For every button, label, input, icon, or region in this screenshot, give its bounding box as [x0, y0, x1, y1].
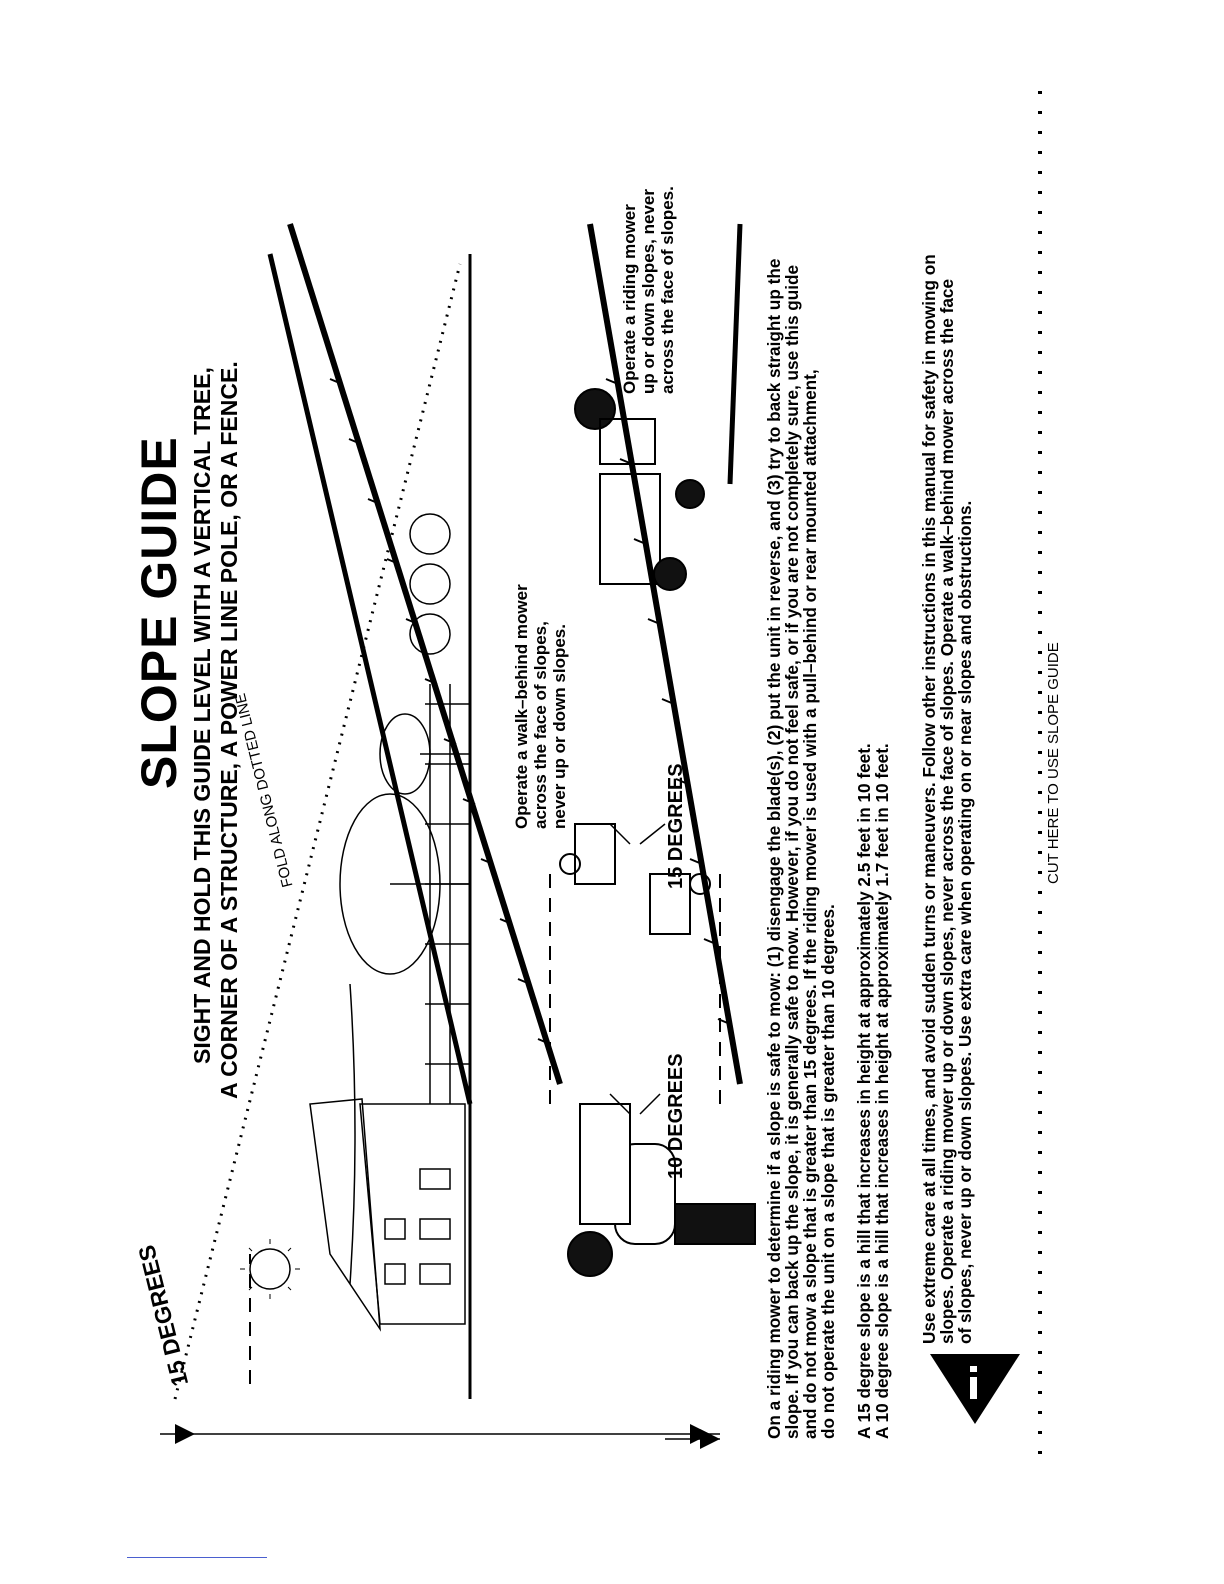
- person-holding-guide-icon: [568, 1104, 755, 1276]
- warning-text: Use extreme care at all times, and avoid sudden turns or maneuvers. Follow other instructions in this manual for safety in mowing on slopes. Operate a riding mower up or down slopes, never across the face of slopes. Operate a walk–behind mower across the face of slopes, never up or down slopes. Use extra care when operating on or near slopes and obstructions.: [919, 254, 975, 1344]
- house-icon: [310, 1099, 465, 1329]
- fence-icon: [425, 684, 470, 1104]
- sun-icon: [250, 1249, 290, 1289]
- walk-behind-caption: Operate a walk–behind mower across the face of slopes, never up or down slopes.: [512, 584, 569, 829]
- subtitle-line-2: A CORNER OF A STRUCTURE, A POWER LINE POLE, OR A FENCE.: [216, 361, 242, 1099]
- slope-definitions: A 15 degree slope is a hill that increases in height at approximately 2.5 feet in 10 feet. A 10 degree slope is a hill that increases in height at approximately 1.7 feet in 10 feet.: [854, 743, 892, 1439]
- fifteen-degree-slope-label: 15 DEGREES: [665, 763, 687, 889]
- ten-degree-label: 10 DEGREES: [665, 1053, 687, 1179]
- safety-paragraph: On a riding mower to determine if a slope is safe to mow: (1) disengage the blade(s), (2) put the unit in reverse, and (3) try to back straight up the slope. If you can back up the slope, it is generally safe to mow. However, if you do not feel safe, or if you are not completely sure, use this guide and do not mow a slope that is greater than 15 degrees. If the riding mower is used with a pull–behind or rear mounted attachment, do not operate the unit on a slope that is greater than 10 degrees.: [764, 258, 838, 1439]
- warning-icon: [930, 1354, 1020, 1424]
- power-line: [350, 984, 355, 1284]
- footer-rule: [127, 1557, 267, 1558]
- arrow-down-icon: [175, 1424, 195, 1444]
- fifteen-degree-label: 15 DEGREES: [133, 1242, 194, 1389]
- cut-here-label: CUT HERE TO USE SLOPE GUIDE: [1045, 642, 1062, 884]
- riding-mower-icon: [575, 389, 704, 590]
- fold-line-label: FOLD ALONG DOTTED LINE: [231, 691, 297, 889]
- slope-line-top: [270, 254, 470, 1104]
- subtitle-line-1: SIGHT AND HOLD THIS GUIDE LEVEL WITH A VERTICAL TREE,: [189, 367, 215, 1064]
- page-title: SLOPE GUIDE: [131, 436, 187, 789]
- riding-mower-caption: Operate a riding mower up or down slopes, never across the face of slopes.: [620, 186, 677, 394]
